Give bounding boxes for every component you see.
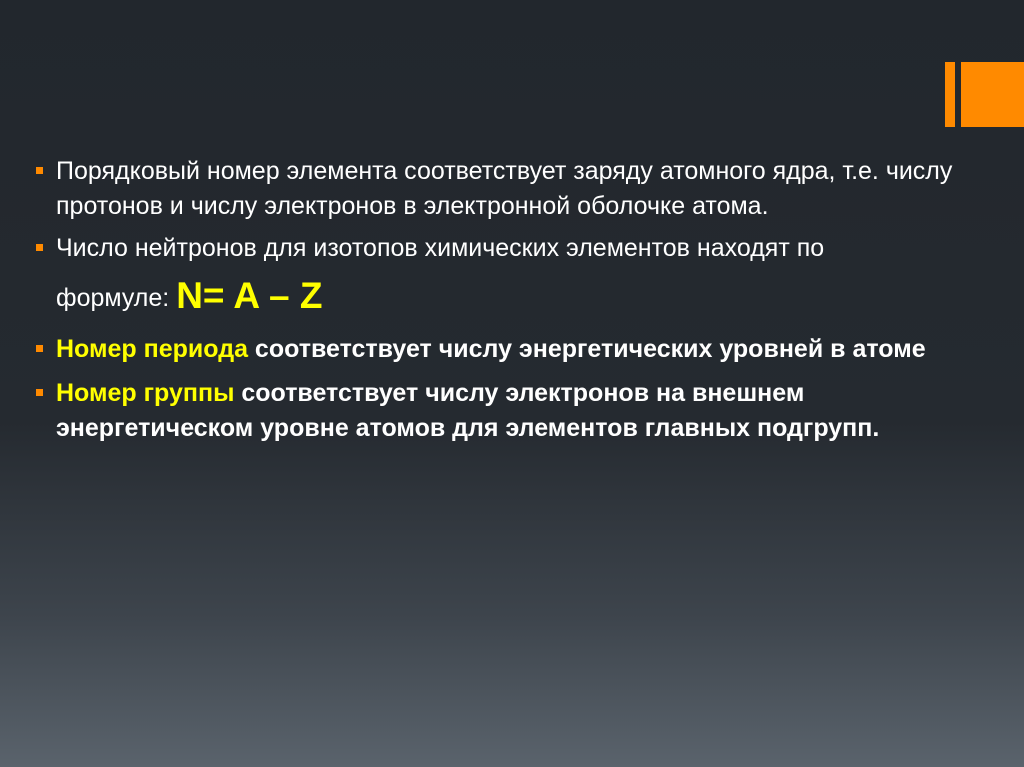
bullet-item-atomic-number [36,154,966,224]
accent-bar-wide [961,62,1024,127]
bullet-square-icon [36,244,43,251]
period-term: Номер периода [56,335,248,363]
formula-line [56,270,966,324]
bullet-item-group [36,376,966,446]
slide-content [36,154,966,446]
bullet-item-neutrons [36,231,966,324]
bullet-text: Число нейтронов для изотопов химических элементов находят по [56,234,825,262]
bullet-square-icon [36,389,43,396]
bullet-square-icon [36,167,43,174]
bullet-text: соответствует числу электронов на внешнем энергетическом уровне атомов для элементов главных подгрупп. [56,379,880,442]
bullet-item-period [36,332,966,367]
neutron-formula: N= A – Z [176,275,323,316]
bullet-square-icon [36,345,43,352]
accent-bar-thin [945,62,955,127]
bullet-text: соответствует числу энергетических уровней в атоме [247,335,926,363]
group-term: Номер группы [56,379,235,407]
bullet-text: Порядковый номер элемента соответствует заряду атомного ядра, т.е. числу протонов и числу электронов в электронной оболочке атома. [56,157,953,220]
formula-prefix: формуле: [56,284,177,312]
